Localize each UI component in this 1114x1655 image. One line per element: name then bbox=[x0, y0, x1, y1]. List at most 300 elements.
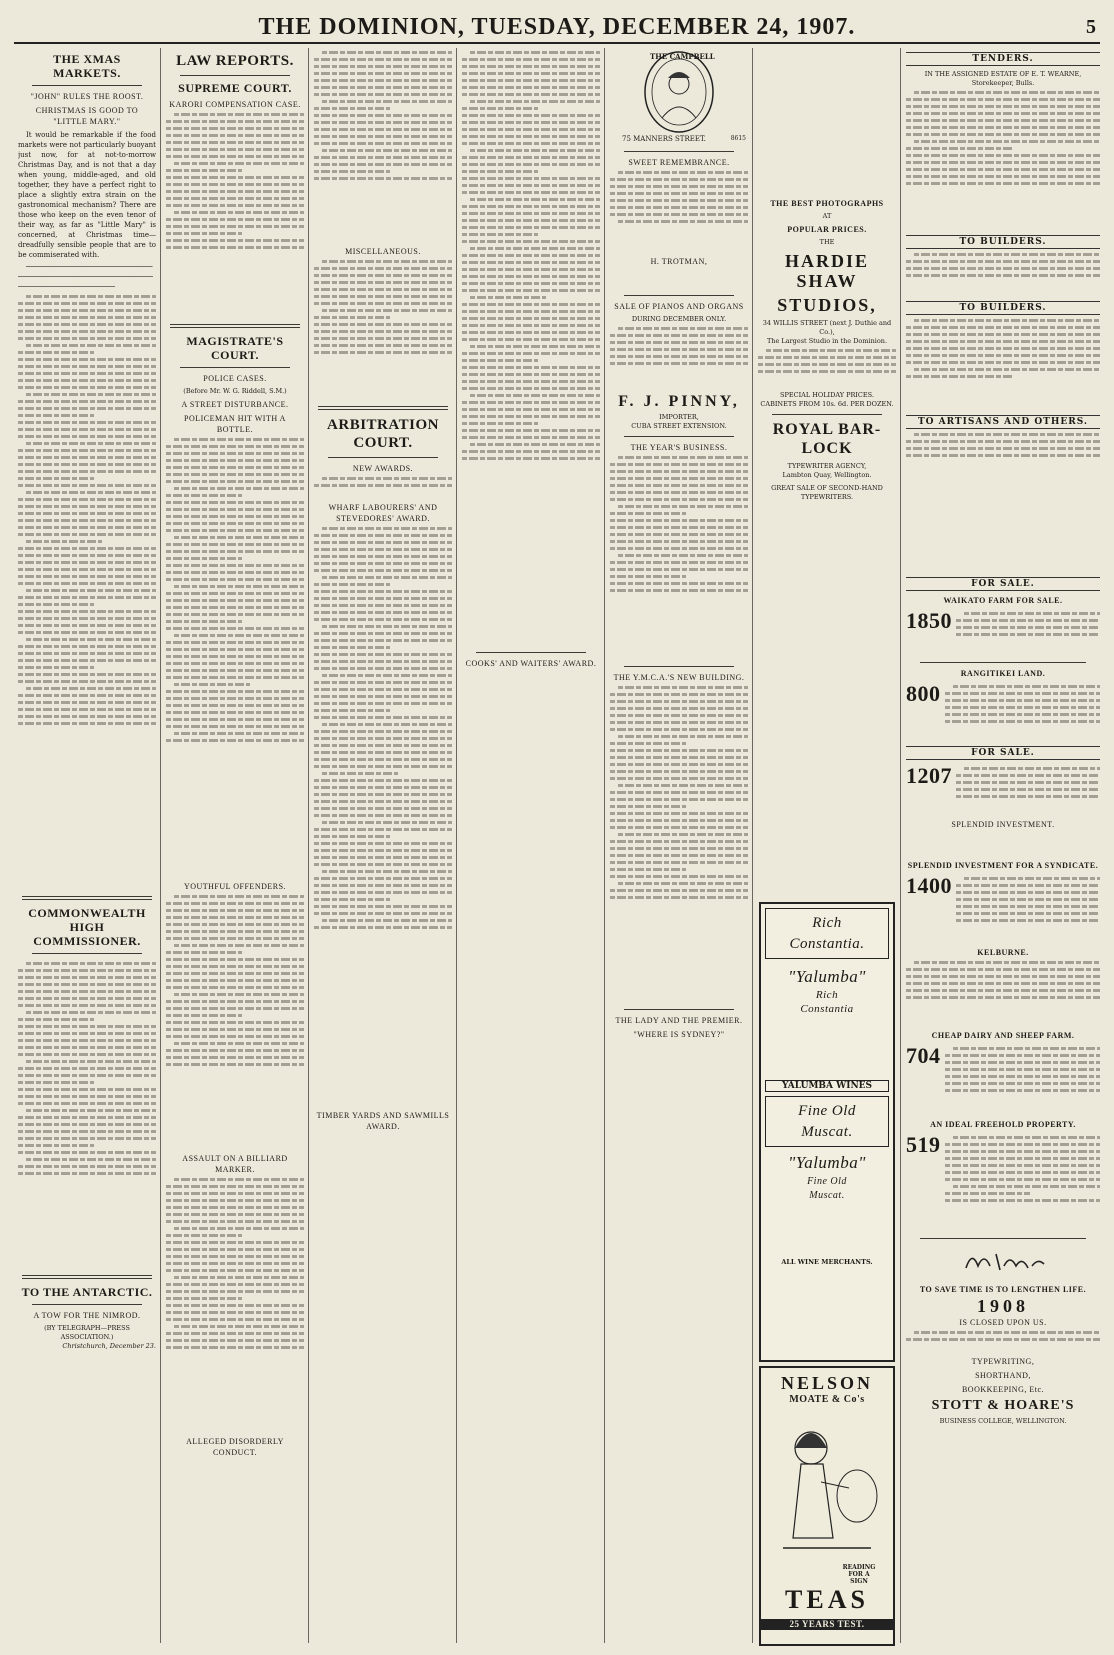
text-line bbox=[945, 1150, 1101, 1153]
text-line bbox=[166, 902, 304, 905]
text-line bbox=[610, 854, 748, 857]
masthead-title: THE DOMINION, TUESDAY, DECEMBER 24, 1907. bbox=[258, 14, 856, 40]
text-line bbox=[462, 366, 600, 369]
text-line bbox=[470, 394, 600, 397]
text-line bbox=[18, 568, 156, 571]
text-line bbox=[462, 436, 600, 439]
body-text bbox=[945, 1133, 1101, 1233]
text-line bbox=[166, 501, 304, 504]
text-line bbox=[166, 148, 304, 151]
text-line bbox=[945, 720, 1101, 723]
text-line bbox=[166, 951, 242, 954]
acreage-number: 1850 bbox=[906, 608, 952, 633]
text-line bbox=[314, 660, 452, 663]
text-line bbox=[314, 828, 452, 831]
article-headline: COMMONWEALTH HIGH COMMISSIONER. bbox=[28, 906, 146, 948]
acreage-number: 1207 bbox=[906, 763, 952, 788]
body-text bbox=[906, 433, 1100, 473]
text-line bbox=[18, 365, 156, 368]
text-line bbox=[945, 706, 1101, 709]
text-line bbox=[18, 498, 156, 501]
text-line bbox=[314, 716, 452, 719]
text-line bbox=[945, 1068, 1101, 1071]
text-line bbox=[462, 324, 600, 327]
text-line bbox=[610, 812, 748, 815]
text-line bbox=[314, 653, 452, 656]
case-title: ASSAULT ON A BILLIARD MARKER. bbox=[182, 1154, 288, 1174]
text-line bbox=[166, 1269, 304, 1272]
text-line bbox=[26, 1109, 156, 1112]
text-line bbox=[462, 450, 600, 453]
text-line bbox=[945, 1199, 1101, 1202]
pinny-sub: IMPORTER, bbox=[659, 413, 699, 421]
text-line bbox=[906, 274, 1100, 277]
case-title: YOUTHFUL OFFENDERS. bbox=[183, 882, 287, 891]
text-line bbox=[610, 512, 686, 515]
column-5 bbox=[610, 48, 748, 1643]
text-line bbox=[174, 438, 304, 441]
text-line bbox=[610, 355, 748, 358]
text-line bbox=[166, 169, 242, 172]
text-line bbox=[166, 1339, 304, 1342]
nelson-name: NELSON bbox=[780, 1373, 874, 1393]
studio-address: 34 WILLIS STREET (next J. Duthie and Co.), bbox=[762, 319, 892, 336]
royal-barlock-name: ROYAL BAR-LOCK bbox=[772, 421, 882, 457]
text-line bbox=[610, 875, 748, 878]
moate-name: MOATE & Co's bbox=[789, 1394, 865, 1405]
typewriting-line: TYPEWRITING, bbox=[971, 1357, 1035, 1366]
text-line bbox=[18, 470, 156, 473]
body-text bbox=[945, 1044, 1101, 1116]
years-test: 25 YEARS TEST. bbox=[761, 1619, 893, 1630]
text-line bbox=[18, 976, 156, 979]
text-line bbox=[956, 781, 1100, 784]
text-line bbox=[610, 575, 686, 578]
text-line bbox=[166, 1248, 304, 1251]
section-subhead: SUPREME COURT. bbox=[178, 81, 292, 95]
article-headline: THE YEAR'S BUSINESS. bbox=[630, 443, 728, 452]
text-line bbox=[314, 281, 452, 284]
text-line bbox=[314, 93, 452, 96]
text-line bbox=[322, 309, 452, 312]
text-line bbox=[18, 680, 156, 683]
investment-headline: SPLENDID INVESTMENT. bbox=[951, 820, 1055, 829]
body-text bbox=[166, 113, 304, 318]
stott-hoare-name: STOTT & HOARE'S bbox=[931, 1398, 1075, 1413]
text-line bbox=[166, 1255, 304, 1258]
text-line bbox=[18, 652, 156, 655]
case-title: A STREET DISTURBANCE. bbox=[181, 400, 289, 409]
text-line bbox=[18, 610, 156, 613]
text-line bbox=[166, 550, 304, 553]
text-line bbox=[166, 648, 304, 651]
text-line bbox=[314, 877, 452, 880]
text-line bbox=[26, 638, 156, 641]
text-line bbox=[945, 1143, 1101, 1146]
text-line bbox=[166, 662, 304, 665]
text-line bbox=[166, 183, 304, 186]
ad-word: AT bbox=[822, 212, 832, 220]
body-text bbox=[166, 438, 304, 878]
yalumba-wines-label: YALUMBA WINES bbox=[765, 1080, 889, 1092]
text-line bbox=[18, 617, 156, 620]
yalumba-wine-ad bbox=[759, 902, 895, 1362]
text-line bbox=[906, 375, 1013, 378]
text-line bbox=[956, 795, 1100, 798]
text-line bbox=[174, 536, 304, 539]
text-line bbox=[166, 1185, 304, 1188]
text-line bbox=[906, 975, 1100, 978]
text-line bbox=[174, 1178, 304, 1181]
text-line bbox=[462, 205, 600, 208]
text-line bbox=[906, 112, 1100, 115]
text-line bbox=[166, 909, 304, 912]
column-4 bbox=[462, 48, 600, 1643]
text-line bbox=[18, 477, 94, 480]
section-subhead: NEW AWARDS. bbox=[352, 464, 414, 473]
acreage-number: 1400 bbox=[906, 873, 952, 898]
text-line bbox=[462, 226, 600, 229]
text-line bbox=[956, 633, 1100, 636]
text-line bbox=[610, 491, 748, 494]
text-line bbox=[166, 979, 304, 982]
body-text bbox=[18, 959, 156, 1269]
body-text bbox=[956, 874, 1100, 944]
steel-ad bbox=[906, 473, 1100, 573]
text-line bbox=[166, 218, 304, 221]
article-subhead: CHRISTMAS IS GOOD TO "LITTLE MARY." bbox=[35, 106, 139, 126]
cabinet-prices: CABINETS FROM 10s. 6d. PER DOZEN. bbox=[760, 400, 894, 408]
text-line bbox=[18, 659, 156, 662]
article-subhead: "JOHN" RULES THE ROOST. bbox=[30, 92, 144, 101]
text-line bbox=[945, 1082, 1101, 1085]
text-line bbox=[314, 135, 452, 138]
builders-header: TO BUILDERS. bbox=[906, 235, 1100, 249]
text-line bbox=[906, 175, 1100, 178]
studio-tagline: The Largest Studio in the Dominion. bbox=[766, 337, 888, 345]
text-line bbox=[462, 415, 600, 418]
text-line bbox=[26, 962, 156, 965]
text-line bbox=[18, 372, 156, 375]
text-line bbox=[166, 557, 242, 560]
text-line bbox=[462, 254, 600, 257]
pinny-address: CUBA STREET EXTENSION. bbox=[631, 422, 727, 430]
wine-yalumba: "Yalumba" bbox=[788, 967, 866, 986]
text-line bbox=[618, 505, 748, 508]
text-line bbox=[906, 161, 1100, 164]
typewriter-agency: TYPEWRITER AGENCY, bbox=[787, 462, 867, 470]
text-line bbox=[956, 884, 1100, 887]
text-line bbox=[166, 141, 304, 144]
text-line bbox=[462, 170, 538, 173]
text-line bbox=[166, 155, 304, 158]
text-line bbox=[166, 1192, 304, 1195]
text-line bbox=[470, 149, 600, 152]
text-line bbox=[462, 128, 600, 131]
text-line bbox=[166, 690, 304, 693]
for-sale-header-2: FOR SALE. bbox=[906, 746, 1100, 760]
text-line bbox=[906, 340, 1100, 343]
text-line bbox=[26, 295, 156, 298]
text-line bbox=[314, 926, 452, 929]
text-line bbox=[18, 1137, 156, 1140]
text-line bbox=[906, 133, 1100, 136]
text-line bbox=[462, 65, 600, 68]
column-rule bbox=[752, 48, 753, 1643]
text-line bbox=[18, 666, 94, 669]
text-line bbox=[166, 1014, 242, 1017]
wine-constantia: Constantia. bbox=[789, 936, 865, 952]
text-line bbox=[470, 247, 600, 250]
text-line bbox=[18, 1074, 156, 1077]
section-headline: LAW REPORTS. bbox=[176, 53, 294, 69]
body-text bbox=[462, 51, 600, 647]
text-line bbox=[166, 466, 304, 469]
case-title: KARORI COMPENSATION CASE. bbox=[169, 100, 301, 109]
stamp-code: 8615 bbox=[730, 135, 746, 142]
text-line bbox=[18, 449, 156, 452]
text-line bbox=[314, 793, 452, 796]
text-line bbox=[166, 494, 242, 497]
text-line bbox=[18, 1165, 156, 1168]
wine-muscat: Muscat. bbox=[801, 1124, 853, 1140]
text-line bbox=[166, 972, 304, 975]
text-line bbox=[18, 379, 156, 382]
text-line bbox=[18, 547, 156, 550]
text-line bbox=[314, 597, 452, 600]
text-line bbox=[314, 65, 452, 68]
text-line bbox=[166, 232, 242, 235]
text-line bbox=[166, 1297, 242, 1300]
body-text bbox=[906, 961, 1100, 1027]
for-sale-header: FOR SALE. bbox=[906, 577, 1100, 591]
text-line bbox=[18, 323, 156, 326]
text-line bbox=[314, 779, 452, 782]
text-line bbox=[166, 1304, 304, 1307]
text-line bbox=[314, 295, 452, 298]
text-line bbox=[166, 613, 304, 616]
text-line bbox=[166, 1021, 304, 1024]
land-listing bbox=[906, 764, 1100, 816]
text-line bbox=[462, 275, 600, 278]
year-1908: 1908 bbox=[977, 1296, 1029, 1316]
text-line bbox=[174, 683, 250, 686]
acreage-number: 519 bbox=[906, 1132, 941, 1157]
land-listing bbox=[906, 1133, 1100, 1233]
text-line bbox=[314, 856, 452, 859]
text-line bbox=[314, 611, 452, 614]
text-line bbox=[166, 197, 304, 200]
text-line bbox=[906, 354, 1100, 357]
award-title: WHARF LABOURERS' AND STEVEDORES' AWARD. bbox=[328, 503, 438, 523]
text-line bbox=[610, 763, 748, 766]
text-line bbox=[166, 606, 304, 609]
text-line bbox=[26, 491, 156, 494]
text-line bbox=[314, 695, 452, 698]
text-line bbox=[166, 676, 304, 679]
text-line bbox=[618, 882, 748, 885]
text-line bbox=[314, 121, 452, 124]
text-line bbox=[26, 540, 102, 543]
text-line bbox=[610, 861, 748, 864]
text-line bbox=[914, 91, 1100, 94]
text-line bbox=[610, 589, 748, 592]
text-line bbox=[18, 1130, 156, 1133]
text-line bbox=[906, 119, 1100, 122]
text-line bbox=[956, 912, 1100, 915]
text-line bbox=[610, 341, 748, 344]
text-line bbox=[610, 896, 748, 899]
text-line bbox=[314, 863, 452, 866]
text-line bbox=[18, 701, 156, 704]
text-line bbox=[314, 737, 452, 740]
text-line bbox=[906, 347, 1100, 350]
text-line bbox=[314, 807, 452, 810]
section-headline: ARBITRATION COURT. bbox=[327, 417, 439, 451]
text-line bbox=[314, 898, 390, 901]
text-line bbox=[18, 575, 156, 578]
text-line bbox=[610, 777, 748, 780]
builders-header-2: TO BUILDERS. bbox=[906, 301, 1100, 315]
text-line bbox=[166, 669, 304, 672]
text-line bbox=[906, 105, 1100, 108]
text-line bbox=[166, 1241, 304, 1244]
text-line bbox=[314, 562, 452, 565]
body-text bbox=[906, 319, 1100, 411]
text-line bbox=[322, 625, 452, 628]
text-line bbox=[470, 51, 600, 54]
acreage-number: 704 bbox=[906, 1043, 941, 1068]
text-line bbox=[314, 604, 452, 607]
text-line bbox=[610, 798, 748, 801]
text-line bbox=[462, 387, 600, 390]
text-line bbox=[314, 86, 452, 89]
text-line bbox=[314, 590, 452, 593]
text-line bbox=[964, 767, 1100, 770]
body-text bbox=[610, 171, 748, 253]
text-line bbox=[610, 791, 748, 794]
column-1 bbox=[18, 48, 156, 1643]
text-line bbox=[914, 253, 1100, 256]
text-line bbox=[174, 585, 304, 588]
text-line bbox=[166, 176, 304, 179]
text-line bbox=[953, 1047, 1101, 1050]
text-line bbox=[174, 732, 304, 735]
ad-name: H. TROTMAN, bbox=[650, 257, 708, 266]
land-listing bbox=[906, 609, 1100, 657]
text-line bbox=[610, 484, 748, 487]
text-line bbox=[945, 699, 1101, 702]
text-line bbox=[174, 1042, 304, 1045]
award-title: COOKS' AND WAITERS' AWARD. bbox=[465, 659, 597, 668]
text-line bbox=[314, 730, 452, 733]
award-title: TIMBER YARDS AND SAWMILLS AWARD. bbox=[316, 1111, 450, 1131]
text-line bbox=[166, 1199, 304, 1202]
text-line bbox=[18, 407, 156, 410]
text-line bbox=[462, 331, 600, 334]
case-title: POLICEMAN HIT WITH A BOTTLE. bbox=[184, 414, 286, 434]
text-line bbox=[18, 309, 156, 312]
text-line bbox=[322, 821, 452, 824]
body-text bbox=[758, 349, 896, 391]
text-line bbox=[18, 1032, 156, 1035]
text-line bbox=[166, 246, 304, 249]
body-text bbox=[945, 682, 1101, 742]
text-line bbox=[610, 477, 748, 480]
handwritten-signature-icon bbox=[906, 1244, 1100, 1278]
text-line bbox=[18, 1088, 156, 1091]
body-text bbox=[166, 1178, 304, 1433]
text-line bbox=[314, 912, 452, 915]
save-time-headline: TO SAVE TIME IS TO LENGTHEN LIFE. bbox=[919, 1285, 1087, 1294]
tenders-header: TENDERS. bbox=[906, 52, 1100, 66]
page-number: 5 bbox=[1086, 16, 1096, 38]
text-line bbox=[758, 370, 896, 373]
land-listing bbox=[906, 682, 1100, 742]
hardie-shaw-name: HARDIE SHAW bbox=[784, 251, 869, 291]
text-line bbox=[610, 348, 748, 351]
text-line bbox=[166, 1318, 304, 1321]
text-line bbox=[166, 1000, 304, 1003]
dateline: Christchurch, December 23. bbox=[62, 1342, 156, 1350]
text-line bbox=[314, 316, 390, 319]
ad-headline: THE BEST PHOTOGRAPHS bbox=[770, 199, 884, 208]
text-line bbox=[462, 114, 600, 117]
freehold-headline: AN IDEAL FREEHOLD PROPERTY. bbox=[930, 1120, 1076, 1129]
wine-constantia-2: Constantia bbox=[800, 1003, 854, 1015]
ad-headline: SWEET REMEMBRANCE. bbox=[628, 158, 730, 167]
text-line bbox=[462, 233, 538, 236]
text-line bbox=[953, 685, 1101, 688]
text-line bbox=[18, 561, 156, 564]
column-rule bbox=[456, 48, 457, 1643]
text-line bbox=[314, 555, 452, 558]
ad-subline: DURING DECEMBER ONLY. bbox=[631, 315, 727, 323]
text-line bbox=[166, 1262, 304, 1265]
wine-rich: Rich bbox=[812, 915, 842, 931]
text-line bbox=[18, 351, 94, 354]
wine-yalumba-2: "Yalumba" bbox=[788, 1153, 866, 1172]
text-line bbox=[314, 288, 452, 291]
text-line bbox=[462, 310, 600, 313]
text-line bbox=[314, 114, 452, 117]
text-line bbox=[610, 334, 748, 337]
text-line bbox=[314, 58, 452, 61]
text-line bbox=[462, 156, 600, 159]
article-lead: It would be remarkable if the food markets were not particularly buoyant just now, for at not-to-morrow Christmas Day, and is not that a day when young, middle-aged, and old together, they have a perfect right to place a slightly extra strain on the gastronomical mechanism? There are those who keep on the even tenor of their way, as far as "Little Mary" is concerned, at Christmas time—dreadfully sensible people that are to be commiserated with. bbox=[18, 131, 156, 259]
text-line bbox=[610, 463, 748, 466]
column-rule bbox=[900, 48, 901, 1643]
text-line bbox=[314, 842, 452, 845]
text-line bbox=[610, 700, 748, 703]
typewriter-address: Lambton Quay, Wellington. bbox=[782, 471, 872, 479]
text-line bbox=[322, 260, 452, 263]
text-line bbox=[914, 368, 1100, 371]
text-line bbox=[166, 239, 304, 242]
text-line bbox=[462, 317, 600, 320]
text-line bbox=[322, 149, 452, 152]
text-line bbox=[610, 199, 748, 202]
tea-cartoon-icon bbox=[761, 1408, 893, 1558]
text-line bbox=[166, 127, 304, 130]
text-line bbox=[906, 1338, 1100, 1341]
text-line bbox=[914, 961, 1100, 964]
text-line bbox=[18, 428, 156, 431]
text-line bbox=[618, 220, 748, 223]
text-line bbox=[906, 182, 1100, 185]
body-text bbox=[314, 527, 452, 1107]
closed-line: IS CLOSED UPON US. bbox=[959, 1318, 1047, 1327]
